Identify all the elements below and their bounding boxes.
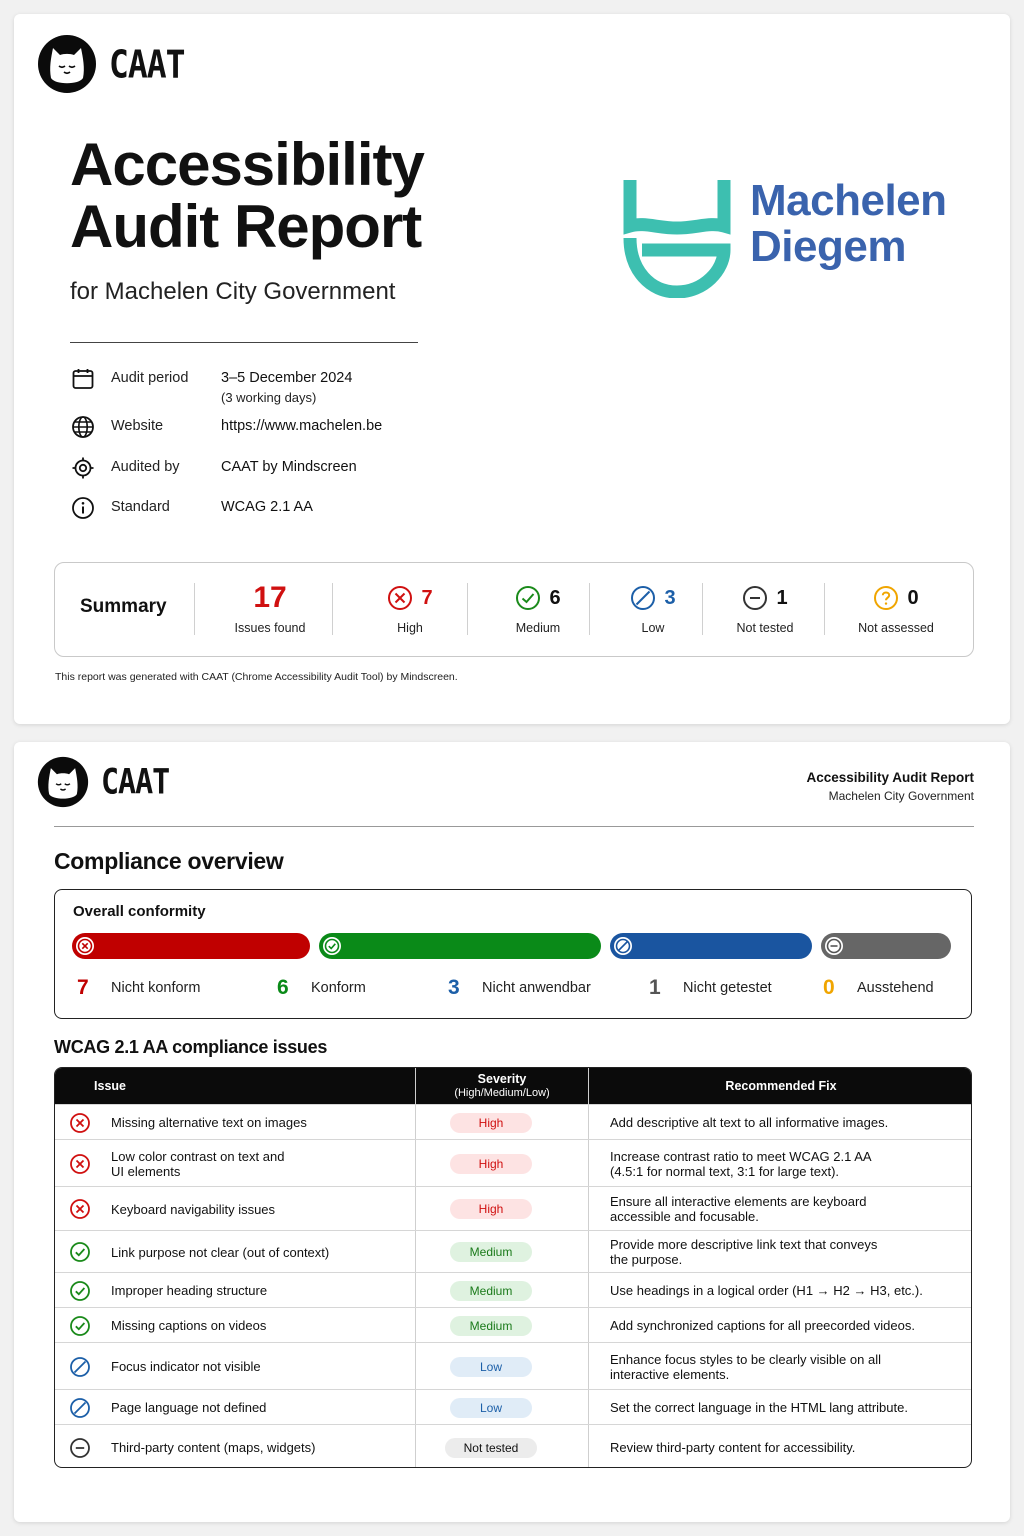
- summary-divider: [194, 583, 195, 635]
- table-row: [55, 1424, 971, 1468]
- summary-high-value: 7: [421, 586, 433, 609]
- bar-nicht-anwendbar: [610, 933, 812, 959]
- check-circle-icon: [69, 1315, 91, 1337]
- issue-text: Improper heading structure: [111, 1283, 268, 1298]
- header-divider: [54, 826, 974, 827]
- meta-label: Audit period: [111, 370, 189, 386]
- issue-text: Missing alternative text on images: [111, 1115, 307, 1130]
- machelen-diegem-logo: [622, 178, 982, 302]
- col-fix-header: Recommended Fix: [725, 1079, 837, 1093]
- summary-divider: [467, 583, 468, 635]
- summary-high-caption: High: [397, 621, 423, 635]
- recommended-fix-text: Add descriptive alt text to all informative images.: [610, 1115, 889, 1130]
- target-icon: [70, 455, 96, 481]
- table-header: [55, 1068, 971, 1104]
- minus-circle-icon: [742, 585, 768, 611]
- issue-text: Focus indicator not visible: [111, 1359, 261, 1374]
- meta-label: Standard: [111, 499, 170, 515]
- report-generated-note: This report was generated with CAAT (Chrome Accessibility Audit Tool) by Mindscreen.: [55, 671, 458, 683]
- legend-value: 1: [649, 976, 661, 999]
- caat-logo: [37, 34, 184, 94]
- minus-circle-icon: [69, 1437, 91, 1459]
- severity-header-title: Severity: [477, 1072, 527, 1086]
- bar-nicht-konform: [72, 933, 310, 959]
- summary-divider: [824, 583, 825, 635]
- severity-badge: Medium: [450, 1242, 532, 1262]
- legend-value: 6: [277, 976, 289, 999]
- conformity-title: Overall conformity: [73, 903, 206, 920]
- severity-badge: Medium: [450, 1281, 532, 1301]
- x-circle-icon: [387, 585, 413, 611]
- summary-not-assessed: [833, 563, 959, 658]
- recommended-fix-text: Add synchronized captions for all preecorded videos.: [610, 1318, 915, 1333]
- severity-badge: Low: [450, 1357, 532, 1377]
- legend-ausstehend: [823, 976, 934, 1000]
- legend-nicht-anwendbar: [448, 976, 591, 1000]
- diegem-word: Diegem: [750, 222, 906, 271]
- table-row: [55, 1230, 971, 1272]
- calendar-icon: [70, 366, 96, 392]
- slash-circle-icon: [630, 585, 656, 611]
- meta-label: Audited by: [111, 459, 180, 475]
- summary-divider: [589, 583, 590, 635]
- meta-audit-period: [70, 366, 490, 405]
- summary-medium-caption: Medium: [515, 621, 561, 635]
- title-line-2: Audit Report: [70, 193, 422, 260]
- header-subtitle: Machelen City Government: [828, 789, 974, 803]
- table-row: [55, 1272, 971, 1307]
- slash-circle-icon: [69, 1356, 91, 1378]
- summary-card: [54, 562, 974, 657]
- issue-text: Page language not defined: [111, 1400, 267, 1415]
- issue-text: Third-party content (maps, widgets): [111, 1440, 316, 1455]
- x-circle-icon: [69, 1153, 91, 1175]
- summary-not-tested: [707, 563, 823, 658]
- caat-wordmark: CAAT: [101, 761, 170, 803]
- table-row: [55, 1342, 971, 1389]
- summary-total-value: 17: [253, 581, 287, 614]
- recommended-fix-text: Review third-party content for accessibility.: [610, 1440, 856, 1455]
- table-row: [55, 1307, 971, 1342]
- issues-heading: WCAG 2.1 AA compliance issues: [54, 1037, 328, 1057]
- title-line-1: Accessibility: [70, 131, 424, 198]
- severity-header-sub: (High/Medium/Low): [454, 1087, 550, 1099]
- x-circle-icon: [69, 1198, 91, 1220]
- legend-value: 7: [77, 976, 89, 999]
- slash-circle-icon: [69, 1397, 91, 1419]
- meta-value: WCAG 2.1 AA: [221, 499, 313, 515]
- recommended-fix-text: Enhance focus styles to be clearly visible on all interactive elements.: [610, 1351, 881, 1382]
- legend-value: 0: [823, 976, 835, 999]
- question-circle-icon: [873, 585, 899, 611]
- severity-badge: High: [450, 1199, 532, 1219]
- legend-value: 3: [448, 976, 460, 999]
- website-link[interactable]: https://www.machelen.be: [221, 418, 383, 434]
- issue-text: Low color contrast on text and UI elements: [111, 1148, 285, 1179]
- check-circle-icon: [515, 585, 541, 611]
- meta-value-detail: (3 working days): [221, 390, 317, 405]
- meta-value: 3–5 December 2024: [221, 370, 353, 386]
- summary-not-assessed-caption: Not assessed: [858, 621, 934, 635]
- severity-badge: High: [450, 1154, 532, 1174]
- report-title: [70, 131, 490, 260]
- severity-badge: Low: [450, 1398, 532, 1418]
- caat-logo: [37, 756, 169, 808]
- summary-divider: [702, 583, 703, 635]
- col-issue-header: Issue: [94, 1079, 126, 1093]
- table-row: [55, 1186, 971, 1230]
- cat-logo-icon: [37, 756, 89, 808]
- severity-badge: High: [450, 1113, 532, 1133]
- machelen-word: Machelen: [750, 176, 947, 225]
- report-subtitle: for Machelen City Government: [70, 278, 396, 305]
- check-circle-icon: [322, 936, 342, 956]
- recommended-fix-text: Provide more descriptive link text that conveys the purpose.: [610, 1237, 878, 1267]
- conformity-card: [54, 889, 972, 1019]
- globe-icon: [70, 414, 96, 440]
- table-row: [55, 1389, 971, 1424]
- check-circle-icon: [69, 1241, 91, 1263]
- summary-divider: [332, 583, 333, 635]
- summary-total-caption: Issues found: [234, 621, 306, 635]
- summary-low-caption: Low: [641, 621, 665, 635]
- col-severity-header: [415, 1068, 589, 1104]
- summary-not-tested-value: 1: [776, 586, 788, 609]
- recommended-fix-text: Use headings in a logical order (H1 → H2 → H3, etc.).: [610, 1283, 923, 1298]
- summary-low-value: 3: [664, 586, 676, 609]
- title-divider: [70, 342, 418, 343]
- meta-website: [70, 414, 490, 440]
- summary-not-assessed-value: 0: [907, 586, 919, 609]
- recommended-fix-text: Set the correct language in the HTML lang attribute.: [610, 1400, 908, 1415]
- legend-nicht-getestet: [649, 976, 772, 1000]
- meta-audited-by: [70, 455, 490, 481]
- summary-high: [345, 563, 475, 658]
- machelen-wordmark: [750, 178, 947, 270]
- x-circle-icon: [75, 936, 95, 956]
- meta-label: Website: [111, 418, 164, 434]
- issue-text: Keyboard navigability issues: [111, 1201, 276, 1217]
- slash-circle-icon: [613, 936, 633, 956]
- recommended-fix-text: Increase contrast ratio to meet WCAG 2.1 AA (4.5:1 for normal text, 3:1 for large text).: [610, 1148, 872, 1179]
- table-row: [55, 1104, 971, 1139]
- table-row: [55, 1139, 971, 1186]
- compliance-heading: Compliance overview: [54, 848, 284, 874]
- summary-medium: [473, 563, 603, 658]
- legend-konform: [277, 976, 366, 1000]
- cover-page: [14, 14, 1010, 724]
- severity-badge: Not tested: [445, 1438, 537, 1458]
- cat-logo-icon: [37, 34, 97, 94]
- legend-label: Nicht anwendbar: [482, 980, 591, 996]
- legend-label: Nicht konform: [111, 980, 201, 996]
- meta-standard: [70, 495, 490, 521]
- summary-label: Summary: [80, 596, 167, 617]
- running-header: [806, 770, 974, 803]
- summary-not-tested-caption: Not tested: [736, 621, 794, 635]
- summary-low: [595, 563, 711, 658]
- legend-label: Nicht getestet: [683, 980, 772, 996]
- compliance-page: [14, 742, 1010, 1522]
- x-circle-icon: [69, 1112, 91, 1134]
- legend-label: Ausstehend: [857, 980, 934, 996]
- issues-table: [54, 1067, 972, 1468]
- machelen-mark-icon: [622, 178, 732, 298]
- caat-wordmark: CAAT: [109, 41, 185, 87]
- issue-text: Link purpose not clear (out of context): [111, 1244, 330, 1260]
- bar-konform: [319, 933, 601, 959]
- meta-value: CAAT by Mindscreen: [221, 459, 357, 475]
- info-icon: [70, 495, 96, 521]
- summary-medium-value: 6: [549, 586, 561, 609]
- severity-badge: Medium: [450, 1316, 532, 1336]
- issue-text: Missing captions on videos: [111, 1318, 267, 1333]
- check-circle-icon: [69, 1280, 91, 1302]
- header-title: Accessibility Audit Report: [806, 770, 974, 785]
- bar-nicht-getestet: [821, 933, 951, 959]
- summary-total: [210, 563, 330, 658]
- recommended-fix-text: Ensure all interactive elements are keyboard accessible and focusable.: [610, 1194, 867, 1224]
- minus-circle-icon: [824, 936, 844, 956]
- legend-label: Konform: [311, 980, 366, 996]
- legend-nicht-konform: [77, 976, 200, 1000]
